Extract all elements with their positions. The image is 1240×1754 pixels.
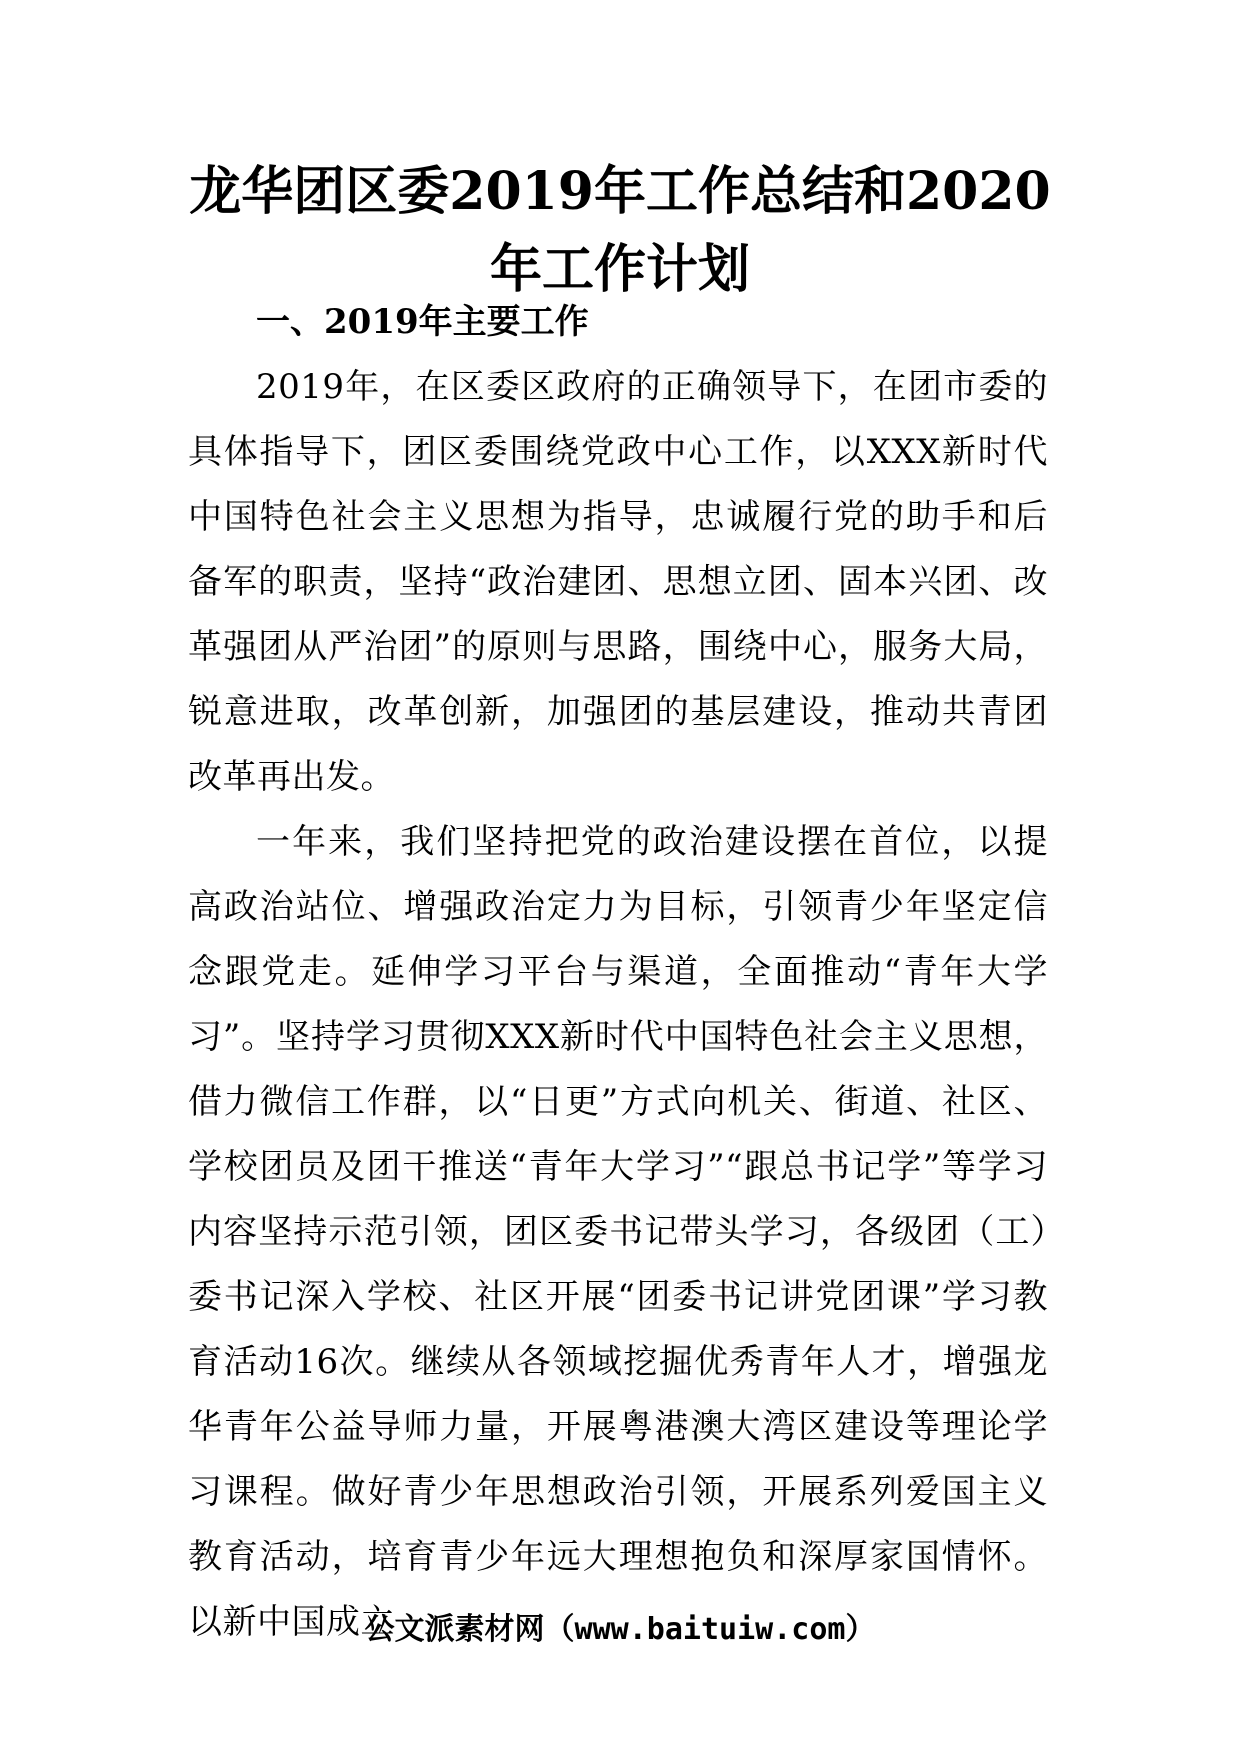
footer-site-url: （www.baituiw.com） bbox=[544, 1612, 876, 1647]
paragraph-2: 一年来，我们坚持把党的政治建设摆在首位，以提高政治站位、增强政治定力为目标，引领青少年坚定信念跟党走。延伸学习平台与渠道，全面推动“青年大学习”。坚持学习贯彻XXX新时代中国特色社会主义思想，借力微信工作群，以“日更”方式向机关、街道、社区、学校团员及团干推送“青年大学习”“跟总书记学”等学习内容坚持示范引领，团区委书记带头学习，各级团（工）委书记深入学校、社区开展“团委书记讲党团课”学习教育活动16次。继续从各领域挖掘优秀青年人才，增强龙华青年公益导师力量，开展粤港澳大湾区建设等理论学习课程。做好青少年思想政治引领，开展系列爱国主义教育活动，培育青少年远大理想抱负和深厚家国情怀。以新中国成立 bbox=[188, 822, 1048, 1642]
page-footer bbox=[0, 1608, 1240, 1652]
paragraph-1: 2019年，在区委区政府的正确领导下，在团市委的具体指导下，团区委围绕党政中心工作，以XXX新时代中国特色社会主义思想为指导，忠诚履行党的助手和后备军的职责，坚持“政治建团、思想立团、固本兴团、改革强团从严治团”的原则与思路，围绕中心，服务大局，锐意进取，改革创新，加强团的基层建设，推动共青团改革再出发。 bbox=[188, 367, 1048, 797]
section-heading: 一、2019年主要工作 bbox=[256, 302, 589, 342]
document-title: 龙华团区委2019年工作总结和2020年工作计划 bbox=[189, 161, 1051, 300]
footer-site-name: 公文派素材网 bbox=[364, 1612, 545, 1647]
